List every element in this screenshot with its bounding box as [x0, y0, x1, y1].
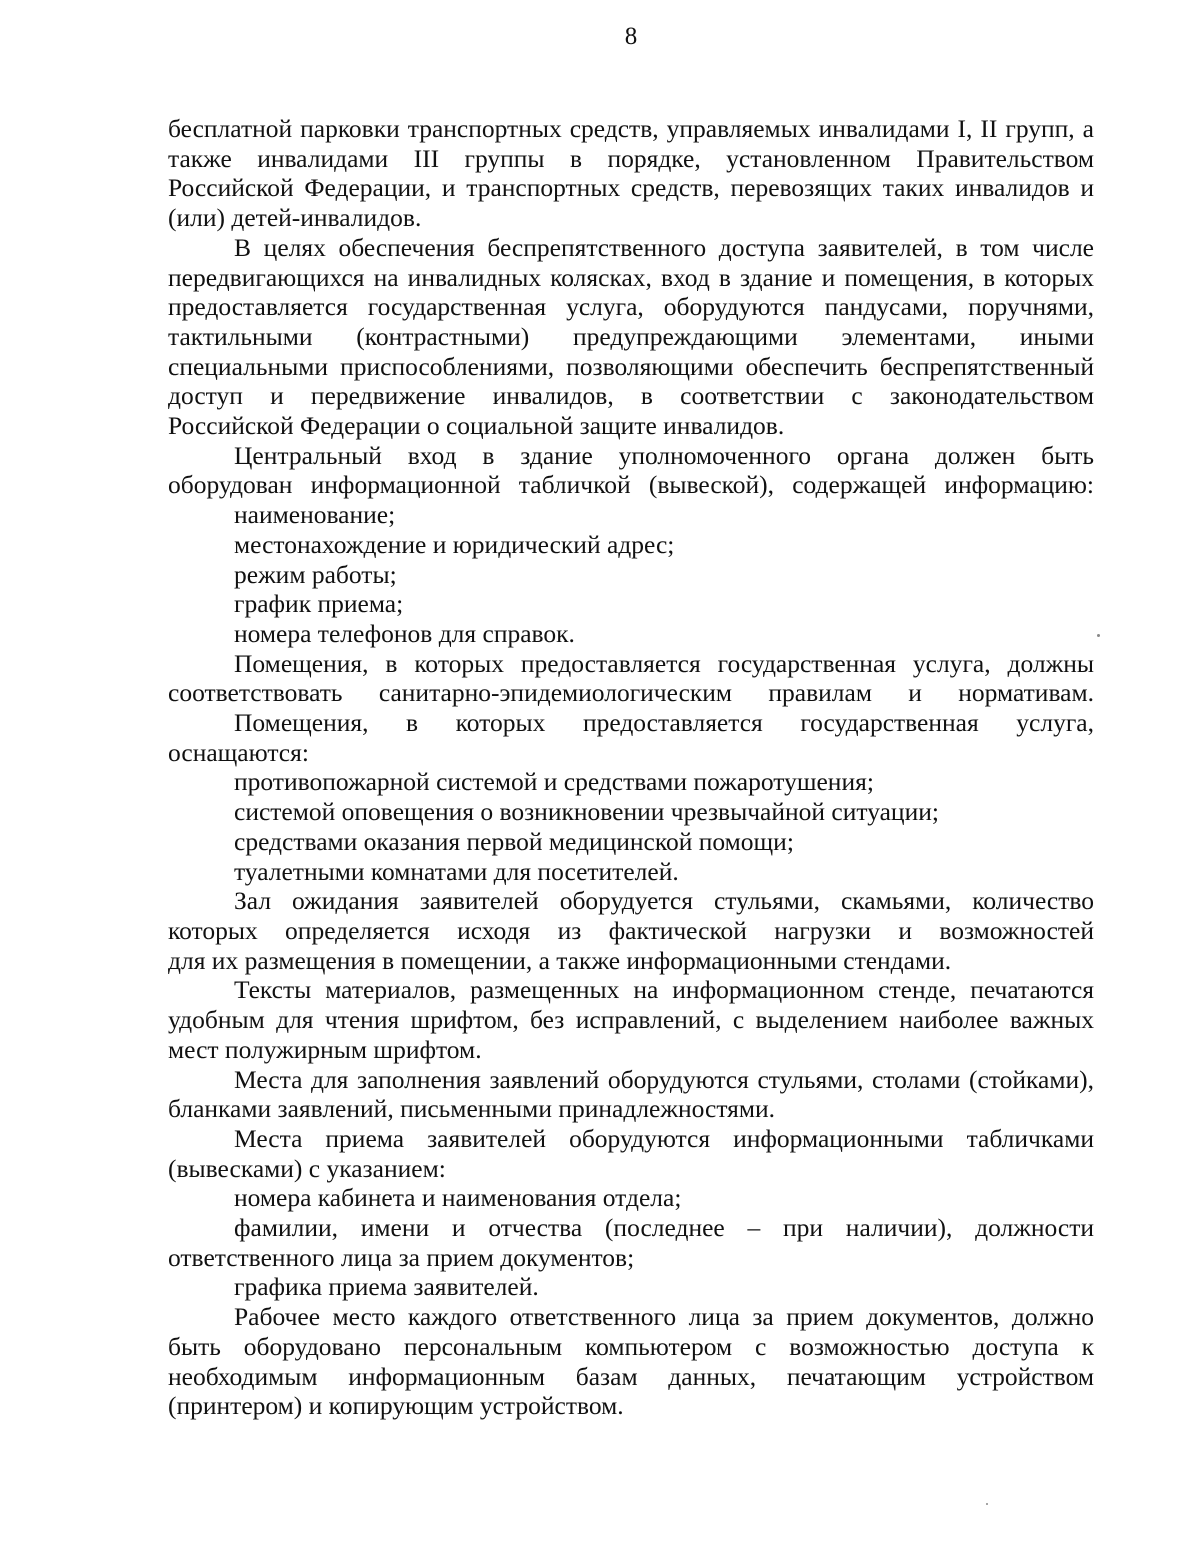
text-line: доступ и передвижение инвалидов, в соответствии с законодательством — [168, 381, 1094, 411]
text-line: ответственного лица за прием документов; — [168, 1242, 635, 1272]
text-line: удобным для чтения шрифтом, без исправлений, с выделением наиболее важных — [168, 1005, 1094, 1035]
scan-speck — [1097, 634, 1100, 637]
text-line: Центральный вход в здание уполномоченного органа должен быть — [234, 440, 1094, 470]
text-line: фамилии, имени и отчества (последнее – при наличии), должности — [234, 1213, 1094, 1243]
text-line: Места приема заявителей оборудуются информационными табличками — [234, 1123, 1094, 1153]
text-line: Места для заполнения заявлений оборудуются стульями, столами (стойками), — [234, 1064, 1094, 1094]
text-line: (вывесками) с указанием: — [168, 1153, 446, 1183]
scan-speck — [986, 1503, 988, 1505]
text-line: которых определяется исходя из фактической нагрузки и возможностей — [168, 915, 1094, 945]
list-item: противопожарной системой и средствами пожаротушения; — [234, 767, 874, 797]
text-line: Зал ожидания заявителей оборудуется стульями, скамьями, количество — [234, 886, 1094, 916]
text-line: оснащаются: — [168, 737, 309, 767]
text-line: Российской Федерации, и транспортных средств, перевозящих таких инвалидов и — [168, 173, 1094, 203]
list-item: средствами оказания первой медицинской помощи; — [234, 826, 794, 856]
text-line: В целях обеспечения беспрепятственного доступа заявителей, в том числе — [234, 232, 1094, 262]
document-body — [168, 114, 1094, 1421]
list-item: режим работы; — [234, 559, 397, 589]
text-line: Помещения, в которых предоставляется государственная услуга, должны — [234, 648, 1094, 678]
list-item: графика приема заявителей. — [234, 1272, 539, 1302]
text-line: Тексты материалов, размещенных на информационном стенде, печатаются — [234, 975, 1094, 1005]
list-item: туалетными комнатами для посетителей. — [234, 856, 679, 886]
text-line: Рабочее место каждого ответственного лица за прием документов, должно — [234, 1302, 1094, 1332]
text-line: Помещения, в которых предоставляется государственная услуга, — [234, 708, 1094, 738]
list-item: номера кабинета и наименования отдела; — [234, 1183, 682, 1213]
text-line: тактильными (контрастными) предупреждающими элементами, иными — [168, 321, 1094, 351]
text-line: передвигающихся на инвалидных колясках, вход в здание и помещения, в которых — [168, 262, 1094, 292]
text-line: соответствовать санитарно-эпидемиологическим правилам и нормативам. — [168, 678, 1094, 708]
text-line: Российской Федерации о социальной защите инвалидов. — [168, 411, 785, 441]
text-line: оборудован информационной табличкой (вывеской), содержащей информацию: — [168, 470, 1094, 500]
text-line: бесплатной парковки транспортных средств, управляемых инвалидами I, II групп, а — [168, 114, 1094, 143]
text-line: необходимым информационным базам данных, печатающим устройством — [168, 1361, 1094, 1391]
text-line: специальными приспособлениями, позволяющими обеспечить беспрепятственный — [168, 351, 1094, 381]
list-item: системой оповещения о возникновении чрезвычайной ситуации; — [234, 797, 939, 827]
text-line: бланками заявлений, письменными принадлежностями. — [168, 1094, 776, 1124]
list-item: наименование; — [234, 500, 396, 530]
text-line: также инвалидами III группы в порядке, установленном Правительством — [168, 143, 1094, 173]
page-number: 8 — [624, 23, 638, 50]
text-line: (или) детей-инвалидов. — [168, 203, 422, 233]
list-item: местонахождение и юридический адрес; — [234, 529, 675, 559]
text-line: (принтером) и копирующим устройством. — [168, 1391, 624, 1421]
text-line: быть оборудовано персональным компьютером с возможностью доступа к — [168, 1331, 1094, 1361]
text-line: для их размещения в помещении, а также информационными стендами. — [168, 945, 952, 975]
list-item: номера телефонов для справок. — [234, 618, 575, 648]
list-item: график приема; — [234, 589, 404, 619]
text-line: предоставляется государственная услуга, оборудуются пандусами, поручнями, — [168, 292, 1094, 322]
text-line: мест полужирным шрифтом. — [168, 1034, 482, 1064]
